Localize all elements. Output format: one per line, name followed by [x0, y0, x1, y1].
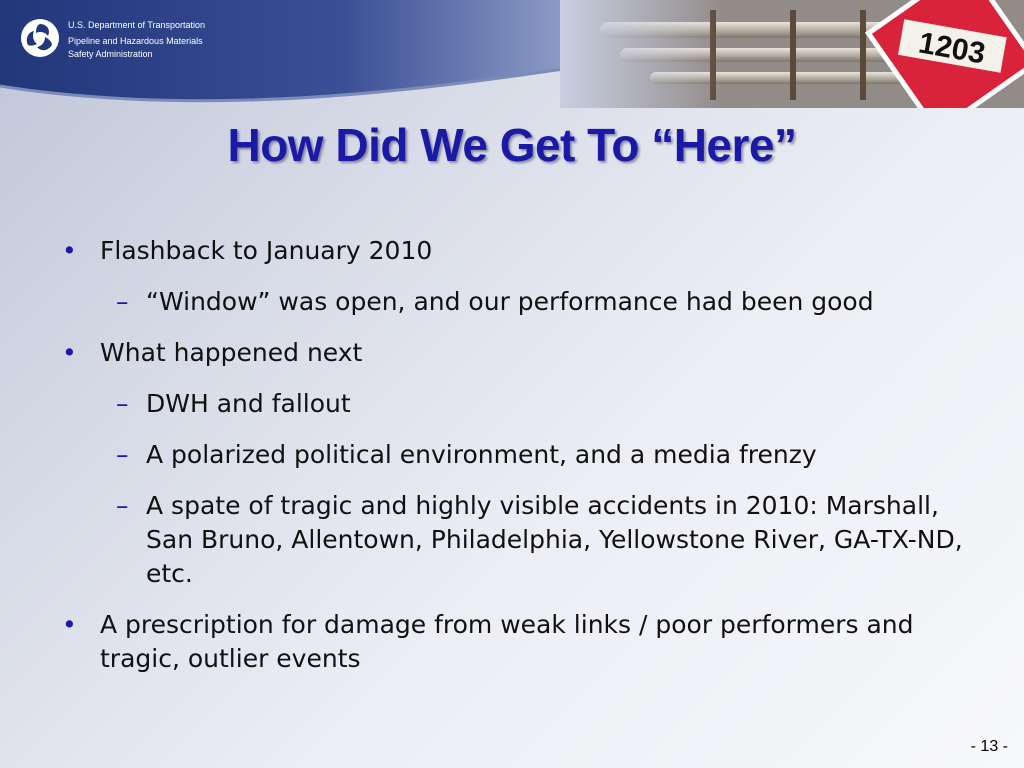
dash-marker: – — [116, 389, 129, 418]
header-banner — [0, 0, 1024, 110]
bullet-marker: • — [62, 338, 77, 367]
agency-identity — [20, 18, 205, 61]
bullet-text: DWH and fallout — [146, 389, 351, 418]
dash-marker: – — [116, 491, 129, 520]
agency-name-line2: Pipeline and Hazardous Materials — [68, 36, 203, 46]
agency-name-line1: U.S. Department of Transportation — [68, 20, 206, 30]
bullet-marker: • — [62, 236, 77, 265]
bullet-text: A prescription for damage from weak links / poor performers and tragic, outlier events — [100, 610, 914, 673]
bullet-text: What happened next — [100, 338, 363, 367]
sub-bullet-item — [60, 489, 990, 591]
bullet-list — [60, 234, 990, 693]
sub-bullet-item — [60, 387, 990, 421]
bullet-text: A polarized political environment, and a media frenzy — [146, 440, 817, 469]
dot-triskelion-logo-icon — [20, 18, 60, 58]
bullet-item — [60, 234, 990, 268]
bullet-text: Flashback to January 2010 — [100, 236, 433, 265]
bullet-text: A spate of tragic and highly visible accidents in 2010: Marshall, San Bruno, Allentown, Philadelphia, Yellowstone River, GA-TX-ND, etc. — [146, 491, 963, 588]
sub-bullet-item — [60, 438, 990, 472]
agency-name-line3: Safety Administration — [68, 49, 153, 59]
dash-marker: – — [116, 287, 129, 316]
bullet-text: “Window” was open, and our performance had been good — [146, 287, 874, 316]
slide-title: How Did We Get To “Here” — [227, 119, 797, 171]
bullet-marker: • — [62, 610, 77, 639]
bullet-item — [60, 608, 990, 676]
sub-bullet-item — [60, 285, 990, 319]
bullet-item — [60, 336, 990, 370]
page-number: - 13 - — [970, 738, 1008, 755]
hazmat-placard-photo — [560, 0, 1024, 108]
dash-marker: – — [116, 440, 129, 469]
